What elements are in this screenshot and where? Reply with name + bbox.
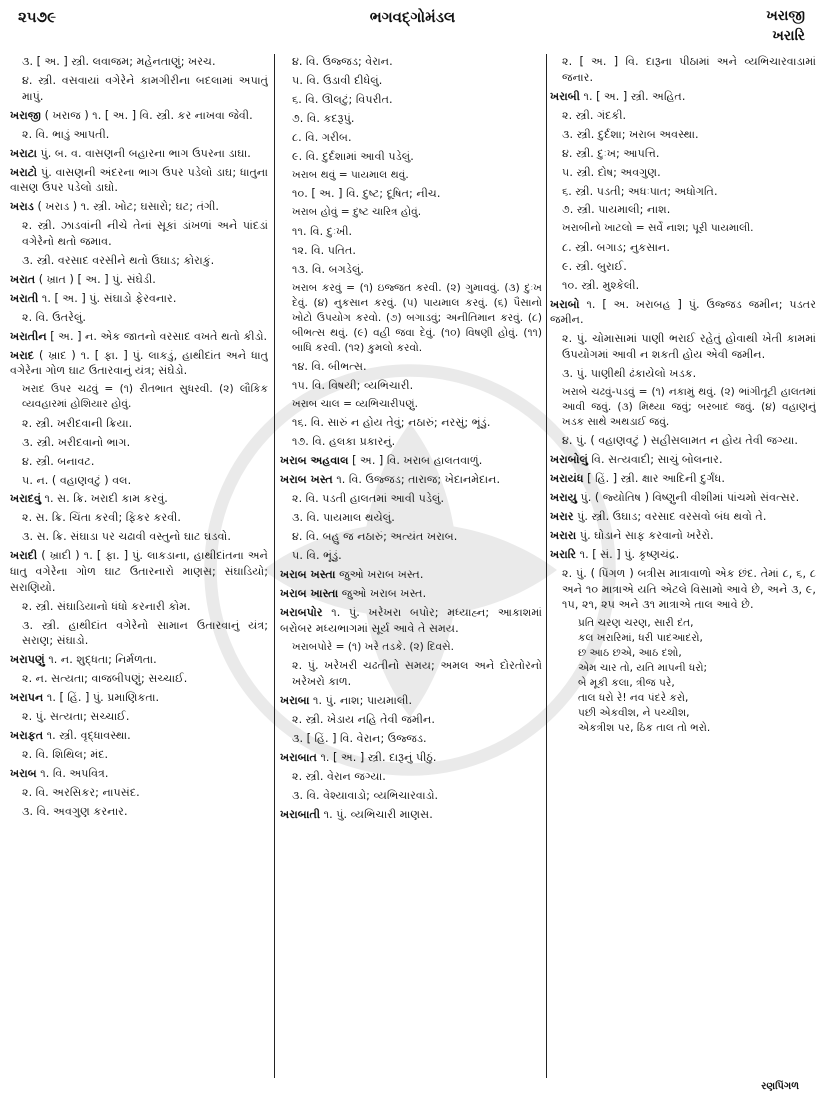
sense-line bbox=[550, 331, 816, 362]
headword: ખરારા bbox=[550, 529, 577, 543]
sense-line bbox=[10, 785, 268, 801]
idiom-example bbox=[10, 382, 268, 412]
definition-text: વિ. સત્યવાદી; સાચું બોલનાર. bbox=[591, 453, 723, 467]
sense-line bbox=[10, 618, 268, 649]
headword: ખરાબ અહવાલ bbox=[280, 454, 349, 468]
sense-line bbox=[280, 378, 542, 394]
definition-text: ૧૨. વિ. પતિત. bbox=[292, 243, 356, 257]
sense-line bbox=[280, 658, 542, 689]
definition-text: ૨. સ્ત્રી. ખરીદવાની ક્રિયા. bbox=[22, 416, 133, 430]
definition-text: ૫. ન. ( વહાણવટું ) વલ. bbox=[22, 473, 132, 487]
definition-text: ૧૪. વિ. બીભત્સ. bbox=[292, 360, 367, 374]
definition-text: ૫. વિ. ઉડાવી દીધેલું. bbox=[292, 73, 383, 87]
dictionary-entry bbox=[280, 750, 542, 766]
definition-text: ૨. સ્ત્રી. ઝાડવાંની નીચે તેનાં સૂકાં ડાંખળાં અને પાંદડાં વગેરેનો થતો જમાવ. bbox=[22, 219, 268, 248]
headword: ખરાપન bbox=[10, 691, 44, 705]
sense-line bbox=[10, 454, 268, 470]
definition-text: ૩. સ્ત્રી. ખરીદવાનો ભાગ. bbox=[22, 435, 131, 449]
definition-text: ૪. વિ. ઉજ્જડ; વેરાન. bbox=[292, 55, 393, 68]
definition-text: ૪. પું. ( વહાણવટું ) સહીસલામત ન હોય તેવી જગ્યા. bbox=[562, 434, 798, 448]
definition-text: ૬. વિ. ઊલટું; વિપરીત. bbox=[292, 92, 393, 106]
definition-text: પું. બ. વ. વાસણની બહારના ભાગ ઉપરના ડાઘા. bbox=[40, 146, 251, 160]
column-2 bbox=[280, 54, 542, 1074]
definition-text: ખરાબ થવું = પાયમાલ થવું. bbox=[292, 168, 409, 181]
headword: ખરાબ bbox=[10, 767, 37, 781]
idiom-example bbox=[550, 385, 816, 430]
definition-text: ( ખરાજ ) ૧. [ અ. ] વિ. સ્ત્રી. કર નાખવા જેવી. bbox=[44, 108, 253, 122]
definition-text: ૭. વિ. કદરૂપું. bbox=[292, 111, 355, 125]
dictionary-entry bbox=[10, 348, 268, 379]
verse-text: પ્રતિ ચરણ ચરણ, સારી દંત, કલ ખરારિમાં, ધરી પાદઆદરો, છ આઠ છએ, આઠ દશો, એમ ચાર તો, યતિ માપની ધરો; બે મૂકી કલા, ત્રીજ પરે, તાલ ધરો રે! નવ પંદરે કરો, પછી એકવીશ, ને પચ્ચીશ, એકત્રીશ પર, ઠિક તાલ તો ભરો. bbox=[578, 617, 711, 735]
definition-text: ૩. વિ. વેશ્યાવાડો; વ્યભિચારવાડો. bbox=[292, 788, 439, 802]
definition-text: ૮. સ્ત્રી. બગાડ; નુકસાન. bbox=[562, 240, 670, 254]
sense-line bbox=[550, 366, 816, 382]
guide-words bbox=[766, 6, 805, 46]
definition-text: ૫. સ્ત્રી. દોષ; અવગુણ. bbox=[562, 165, 661, 179]
dictionary-entry bbox=[550, 452, 816, 468]
column-1 bbox=[10, 54, 268, 1074]
sense-line bbox=[10, 310, 268, 326]
sense-line bbox=[10, 804, 268, 820]
definition-text: ૭. સ્ત્રી. પાયમાલી; નાશ. bbox=[562, 203, 671, 217]
definition-text: ૯. સ્ત્રી. બુરાઈ. bbox=[562, 259, 627, 273]
dictionary-entry bbox=[550, 547, 816, 563]
guide-word-first: ખરાજી bbox=[766, 8, 805, 24]
sense-line bbox=[280, 111, 542, 127]
headword: ખરાજી bbox=[10, 108, 41, 122]
definition-text: પું. સ્ત્રી. ઉઘાડ; વરસાદ વરસવો બંધ થવો તે. bbox=[577, 510, 767, 524]
sense-line bbox=[280, 224, 542, 240]
sense-line bbox=[10, 529, 268, 545]
headword: ખરાદ bbox=[10, 348, 34, 362]
sense-line bbox=[550, 184, 816, 200]
dictionary-entry bbox=[280, 693, 542, 709]
definition-text: ૧૭. વિ. હલકા પ્રકારનું. bbox=[292, 435, 396, 449]
sense-line bbox=[550, 566, 816, 613]
definition-text: ૩. પું. પાણીથી ઢંકાયેલો ખડક. bbox=[562, 366, 697, 380]
dictionary-entry bbox=[10, 491, 268, 507]
definition-text: ૩. વિ. અવગુણ કરનાર. bbox=[22, 805, 128, 819]
definition-text: [ હિં. ] સ્ત્રી. ક્ષાર આદિની દુર્ગંધ. bbox=[587, 472, 725, 486]
dictionary-entry bbox=[10, 548, 268, 595]
definition-text: ૧. [ સં. ] પું. કૃષ્ણચંદ્ર. bbox=[579, 548, 680, 562]
definition-text: ૩. સ્ત્રી. હાથીદાંત વગેરેનો સામાન ઉતારવાનું યંત્ર; સરાણ; સંઘાડો. bbox=[22, 618, 268, 648]
dictionary-entry bbox=[280, 605, 542, 636]
headword: ખરાદવું bbox=[10, 492, 41, 506]
definition-text: [ અ. ] ન. એક જાતનો વરસાદ વખતે થતો કીડો. bbox=[50, 329, 268, 343]
definition-text: ૧. [ અ. ] સ્ત્રી. દારૂનું પીઠું. bbox=[320, 750, 437, 764]
definition-text: ૧. [ અ. ] પું. સંઘાડો ફેરવનાર. bbox=[41, 291, 177, 305]
sense-line bbox=[550, 108, 816, 124]
definition-text: ૨. સ્ત્રી. સંઘાડિયાનો ધંધો કરનારી કોમ. bbox=[22, 599, 191, 613]
definition-text: ૯. વિ. દુર્દશામાં આવી પડેલું. bbox=[292, 149, 414, 163]
sense-line bbox=[10, 73, 268, 104]
headword: ખરાબા bbox=[280, 693, 310, 707]
sense-line bbox=[10, 435, 268, 451]
sense-line bbox=[10, 54, 268, 70]
dictionary-entry bbox=[10, 199, 268, 215]
definition-text: ૨. સ્ત્રી. ગંદકી. bbox=[562, 108, 627, 122]
dictionary-entry bbox=[10, 652, 268, 668]
definition-text: ૧. [ અ. ] સ્ત્રી. અહિત. bbox=[583, 89, 686, 103]
definition-text: ૩. સ. ક્રિ. સંઘાડા પર ચઢાવી વસ્તુનો ઘાટ ઘડવો. bbox=[22, 530, 231, 544]
headword: ખરાયંધ bbox=[550, 472, 584, 486]
sense-line bbox=[550, 433, 816, 449]
definition-text: ૨. પું. સત્યતા; સચ્ચાઈ. bbox=[22, 710, 130, 724]
definition-text: ૨. વિ. ઉતરેલું. bbox=[22, 310, 86, 324]
definition-text: પું. ઘોડાને સાફ કરવાનો ખરેરો. bbox=[579, 529, 714, 543]
sense-line bbox=[10, 127, 268, 143]
definition-text: ૧૩. વિ. બગડેલું. bbox=[292, 262, 364, 276]
definition-text: ૧. વિ. અપવિત્ર. bbox=[40, 767, 109, 781]
sense-line bbox=[280, 149, 542, 165]
definition-text: ૨. [ અ. ] વિ. દારૂના પીઠામાં અને વ્યભિચારવાડામાં જનાર. bbox=[562, 55, 816, 84]
book-title: ભગવદ્ગોમંડલ bbox=[369, 8, 456, 26]
definition-text: ૩. સ્ત્રી. દુર્દશા; ખરાબ અવસ્થા. bbox=[562, 127, 699, 141]
idiom-example bbox=[280, 397, 542, 412]
definition-text: ૨. વિ. ભાડું આપતી. bbox=[22, 127, 110, 141]
dictionary-entry bbox=[10, 272, 268, 288]
sense-line bbox=[280, 788, 542, 804]
headword: ખરાતીન bbox=[10, 329, 47, 343]
dictionary-entry bbox=[550, 89, 816, 105]
sense-line bbox=[10, 709, 268, 725]
dictionary-entry bbox=[280, 807, 542, 823]
dictionary-entry bbox=[10, 690, 268, 706]
idiom-example bbox=[550, 221, 816, 236]
definition-text: ૨. પું. ચોમાસામાં પાણી ભરાઈ રહેતું હોવાથી ખેતી કામમાં ઉપયોગમાં આવી ન શકતી હોય એવી જમીન. bbox=[562, 332, 816, 361]
definition-text: ૧૫. વિ. વિષયી; વ્યભિચારી. bbox=[292, 379, 414, 392]
definition-text: ૧૦. સ્ત્રી. મુશ્કેલી. bbox=[562, 278, 640, 292]
sense-line bbox=[280, 434, 542, 450]
sense-line bbox=[550, 259, 816, 275]
column-divider bbox=[274, 54, 275, 1078]
sense-line bbox=[550, 240, 816, 256]
sense-line bbox=[280, 415, 542, 431]
sense-line bbox=[10, 416, 268, 432]
definition-text: ૧. પું. વ્યભિચારી માણસ. bbox=[323, 807, 433, 821]
sense-line bbox=[10, 473, 268, 489]
definition-text: ૪. સ્ત્રી. દુઃખ; આપત્તિ. bbox=[562, 146, 660, 160]
sense-line bbox=[280, 54, 542, 70]
sense-line bbox=[280, 186, 542, 202]
definition-text: [ અ. ] વિ. ખરાબ હાલતવાળું. bbox=[352, 454, 483, 468]
sense-line bbox=[280, 548, 542, 564]
dictionary-entry bbox=[10, 108, 268, 124]
definition-text: ખરાબે ચઢવું-પડવું = (૧) નકામું થવું. (૨) ભાંગીતૂટી હાલતમાં આવી જવું. (૩) મિથ્યા જવું; બરબાદ જવું. (૪) વહાણનું ખડક સાથે અથડાઈ જવું. bbox=[562, 385, 816, 428]
idiom-example bbox=[280, 281, 542, 356]
definition-text: ૩. વિ. પાયમાલ થયેલું. bbox=[292, 511, 395, 525]
dictionary-entry bbox=[10, 329, 268, 345]
definition-text: ખરાબીનો ખાટલો = સર્વે નાશ; પૂરી પાયમાલી. bbox=[562, 222, 754, 235]
definition-text: પું. વાસણની અંદરના ભાગ ઉપર પડેલો ડાઘ; ધાતુના વાસણ ઉપર પડેલો ડાઘો. bbox=[10, 165, 268, 195]
dictionary-entry bbox=[550, 509, 816, 525]
headword: ખરાતી bbox=[10, 291, 39, 305]
dictionary-entry bbox=[10, 728, 268, 744]
sense-line bbox=[10, 671, 268, 687]
dictionary-entry bbox=[10, 146, 268, 162]
definition-text: ૪. સ્ત્રી. વસવાયાં વગેરેને કામગીરીના બદલામાં અપાતું માપું. bbox=[22, 73, 268, 103]
headword: ખરાબ ખસ્ત bbox=[280, 473, 333, 487]
dictionary-entry bbox=[280, 586, 542, 602]
sense-line bbox=[10, 510, 268, 526]
definition-text: પું. ( જ્યોતિષ ) વિષ્ણુની વીશીમાં પાંચમો સંવત્સર. bbox=[580, 491, 800, 505]
definition-text: ( ખ્રાદી ) ૧. [ ફા. ] પું. લાકડાના, હાથીદાંતના અને ધાતુ વગેરેના ગોળ ઘાટ ઉતારનારો માણસ; સંઘાડિયો; સરાણિયો. bbox=[10, 549, 268, 594]
dictionary-entry bbox=[550, 471, 816, 487]
sense-line bbox=[550, 54, 816, 85]
sense-line bbox=[10, 599, 268, 615]
definition-text: ૧૦. [ અ. ] વિ. દુષ્ટ; દૂષિત; નીચ. bbox=[292, 187, 441, 201]
definition-text: ૨. સ્ત્રી. ખેડાય નહિ તેવી જમીન. bbox=[292, 712, 435, 726]
column-3 bbox=[550, 54, 816, 1074]
definition-text: ૧. સ. ક્રિ. ખરાદી કામ કરવું. bbox=[44, 492, 168, 506]
definition-text: ૧૧. વિ. દુઃખી. bbox=[292, 224, 353, 238]
definition-text: ખરાદ ઉપર ચઢવું = (૧) રીતભાત સુધરવી. (૨) લૌકિક વ્યવહારમાં હોશિયાર હોવું. bbox=[22, 383, 268, 411]
definition-text: ૫. વિ. ભૂંડું. bbox=[292, 549, 342, 563]
sense-line bbox=[550, 165, 816, 181]
dictionary-entry bbox=[550, 528, 816, 544]
dictionary-entry bbox=[280, 453, 542, 469]
definition-text: ખરાબપોરે = (૧) ખરે તડકે. (૨) દિવસે. bbox=[292, 640, 455, 653]
headword: ખરાર bbox=[550, 510, 574, 524]
definition-text: ૨. ન. સત્યતા; વાજબીપણું; સચ્ચાઈ. bbox=[22, 672, 188, 686]
sense-line bbox=[280, 243, 542, 259]
headword: ખરાફત bbox=[10, 729, 44, 743]
sense-line bbox=[10, 218, 268, 249]
definition-text: ૪. સ્ત્રી. બનાવટ. bbox=[22, 454, 95, 468]
dictionary-entry bbox=[10, 165, 268, 196]
sense-line bbox=[280, 731, 542, 747]
definition-text: ૨. પું. ખરેખરી ચઢતીનો સમય; અમલ અને દોરતોરનો ખરેખરો કાળ. bbox=[292, 659, 542, 688]
sense-line bbox=[280, 510, 542, 526]
headword: ખરાબાત bbox=[280, 750, 317, 764]
guide-word-last: ખરારિ bbox=[772, 28, 805, 44]
sense-line bbox=[10, 747, 268, 763]
definition-text: ૪. વિ. બહુ જ નઠારું; અત્યંત ખરાબ. bbox=[292, 530, 458, 544]
definition-text: ખરાબ કરવું = (૧) ઇજ્જત કરવી. (૨) ગુમાવવું. (૩) દુઃખ દેવું. (૪) નુકસાન કરવું. (૫) પાયમાલ કરવું. (૬) પૈસાનો ખોટો ઉપયોગ કરવો. (૭) બગાડવું; અનીતિમાન કરવું. (૮) બીભત્સ થવું. (૯) વહી જવા દેવું. (૧૦) વિષણી હોવું. (૧૧) બાધિ કરવી. (૧૨) કુમલો કરવો. bbox=[292, 281, 542, 354]
definition-text: ખરાબ હોવું = દુષ્ટ ચારિત્ર હોવું. bbox=[292, 206, 422, 219]
sense-line bbox=[280, 491, 542, 507]
idiom-example bbox=[280, 640, 542, 655]
definition-text: ( ખ્રાત ) [ અ. ] પું. સંઘેડી. bbox=[38, 272, 156, 286]
idiom-example bbox=[280, 205, 542, 220]
definition-text: ૧૬. વિ. સારું ન હોય તેવું; નઠારું; નરસું; ભૂંડું. bbox=[292, 416, 491, 430]
definition-text: ૨. સ્ત્રી. વેરાન જગ્યા. bbox=[292, 769, 386, 783]
headword: ખરાબાતી bbox=[280, 807, 321, 821]
dictionary-entry bbox=[280, 472, 542, 488]
sense-line bbox=[280, 262, 542, 278]
definition-text: ૨. સ. ક્રિ. ચિંતા કરવી; ફિકર કરવી. bbox=[22, 511, 181, 525]
sense-line bbox=[550, 202, 816, 218]
headword: ખરાડ bbox=[10, 200, 34, 214]
dictionary-entry bbox=[10, 291, 268, 307]
headword: ખરાયુ bbox=[550, 491, 577, 505]
definition-text: ૨. પું. ( પિંગળ ) બત્રીસ માત્રાવાળો એક છંદ. તેમાં ૮, ૬, ૮ અને ૧૦ માત્રાએ યતિ એટલે વિસામો આવે છે, અને ૩, ૯, ૧૫, ૨૧, ૨૫ અને ૩૧ માત્રાએ તાલ આવે છે. bbox=[562, 567, 816, 612]
sense-line bbox=[550, 127, 816, 143]
dictionary-entry bbox=[280, 567, 542, 583]
sense-line bbox=[280, 359, 542, 375]
dictionary-entry bbox=[550, 490, 816, 506]
sense-line bbox=[280, 73, 542, 89]
headword: ખરાદી bbox=[10, 549, 38, 563]
sense-line bbox=[550, 146, 816, 162]
definition-text: ( ખરાડ ) ૧. સ્ત્રી. ખોટ; ઘસારો; ઘટ; તંગી. bbox=[37, 200, 219, 214]
definition-text: ૧. વિ. ઉજ્જડ; તારાજ; ખેદાનમેદાન. bbox=[336, 473, 501, 487]
headword: ખરાપણું bbox=[10, 653, 45, 667]
headword: ખરાબી bbox=[550, 89, 580, 103]
headword: ખરારિ bbox=[550, 548, 577, 562]
definition-text: ૨. વિ. અરસિકર; નાપસંદ. bbox=[22, 786, 140, 800]
column-divider bbox=[546, 54, 547, 1078]
sense-line bbox=[280, 92, 542, 108]
definition-text: ૧. [ હિં. ] પું. પ્રમાણિકતા. bbox=[46, 691, 160, 705]
definition-text: ૨. વિ. શિથિલ; મંદ. bbox=[22, 748, 109, 762]
definition-text: ૧. પું. ખરેખરા બપોર; મધ્યાહ્ન; આકાશમાં બરોબર મધ્યભાગમાં સૂર્ય આવે તે સમય. bbox=[280, 606, 542, 635]
headword: ખરાટા bbox=[10, 146, 37, 160]
headword: ખરાબોલું bbox=[550, 453, 588, 467]
definition-text: ૧. સ્ત્રી. વૃદ્ધાવસ્થા. bbox=[46, 729, 131, 743]
definition-text: ૧. [ અ. ખરાબહ ] પું. ઉજ્જડ જમીન; પડતર જમીન. bbox=[550, 297, 816, 327]
definition-text: ૧. પું. નાશ; પાયમાલી. bbox=[313, 693, 413, 707]
headword: ખરાબો bbox=[550, 297, 580, 311]
definition-text: ૩. [ હિં. ] વિ. વેરાન; ઉજ્જડ. bbox=[292, 731, 427, 745]
definition-text: ખરાબ ચાલ = વ્યભિચારીપણું. bbox=[292, 397, 419, 410]
headword: ખરાબ ખસ્તા bbox=[280, 568, 336, 582]
definition-text: ( ખ્રાદ ) ૧. [ ફા. ] પું. લાકડું, હાથીદાંત અને ધાતુ વગેરેના ગોળ ઘાટ ઉતારવાનું યંત્ર; સંઘેડો. bbox=[10, 348, 268, 378]
page-number: ૨૫૭૯ bbox=[18, 8, 56, 26]
definition-text: જુઓ ખરાબ ખસ્ત. bbox=[339, 568, 424, 582]
sense-line bbox=[280, 529, 542, 545]
definition-text: ૨. વિ. પડતી હાલતમાં આવી પડેલું. bbox=[292, 492, 445, 506]
definition-text: ૮. વિ. ગરીબ. bbox=[292, 130, 352, 144]
definition-text: ૩. [ અ. ] સ્ત્રી. લવાજમ; મહેનતાણું; ખરચ. bbox=[22, 55, 216, 68]
quotation-source: રણપિંગળ bbox=[761, 1081, 799, 1092]
headword: ખરાત bbox=[10, 272, 36, 286]
definition-text: જુઓ ખરાબ ખસ્ત. bbox=[341, 587, 427, 601]
definition-text: ૩. સ્ત્રી. વરસાદ વરસીને થતો ઉઘાડ; કોરાકું. bbox=[22, 253, 215, 267]
sense-line bbox=[280, 769, 542, 785]
sense-line bbox=[550, 278, 816, 294]
headword: ખરાબ ખાસ્તા bbox=[280, 587, 339, 601]
dictionary-entry bbox=[550, 297, 816, 328]
sense-line bbox=[280, 712, 542, 728]
verse-quotation bbox=[550, 616, 816, 736]
definition-text: ૧. ન. શુદ્ધતા; નિર્મળતા. bbox=[48, 653, 157, 667]
sense-line bbox=[10, 253, 268, 269]
sense-line bbox=[280, 130, 542, 146]
idiom-example bbox=[280, 168, 542, 183]
definition-text: ૬. સ્ત્રી. પડતી; અધઃપાત; અધોગતિ. bbox=[562, 184, 718, 198]
headword: ખરાટો bbox=[10, 165, 38, 179]
page-header bbox=[14, 6, 811, 46]
dictionary-entry bbox=[10, 766, 268, 782]
headword: ખરાબપોર bbox=[280, 606, 323, 620]
